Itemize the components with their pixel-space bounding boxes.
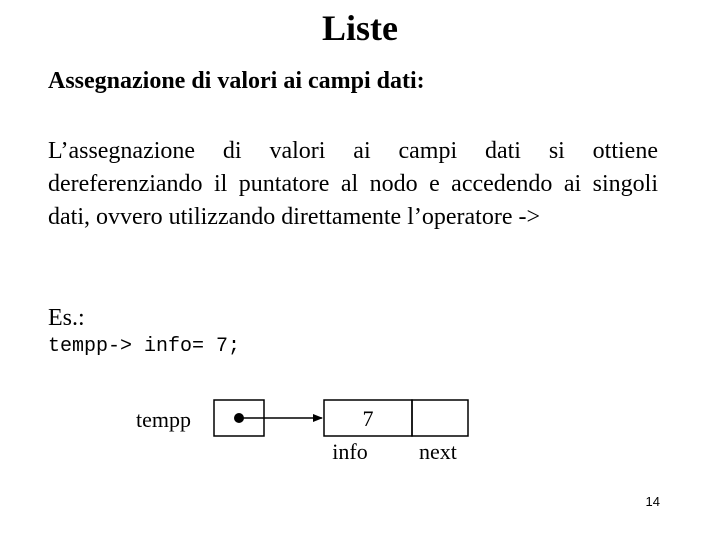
node-info-value: 7 [362,406,374,431]
node-next-cell [412,400,468,436]
next-field-label: next [419,439,457,464]
body-paragraph: L’assegnazione di valori ai campi dati si ottiene dereferenziando il puntatore al nodo e accedendo ai singoli dati, ovvero utilizzando direttamente l’operatore -> [48,138,658,230]
example-label: Es.: [48,305,85,331]
slide-subtitle: Assegnazione di valori ai campi dati: [48,68,425,94]
code-example: tempp-> info= 7; [48,335,241,358]
slide-title: Liste [322,8,398,48]
pointer-box [214,400,264,436]
info-field-label: info [332,439,368,464]
page-number: 14 [645,494,660,509]
pointer-variable-label: tempp [136,407,191,432]
pointer-dot [234,413,244,423]
